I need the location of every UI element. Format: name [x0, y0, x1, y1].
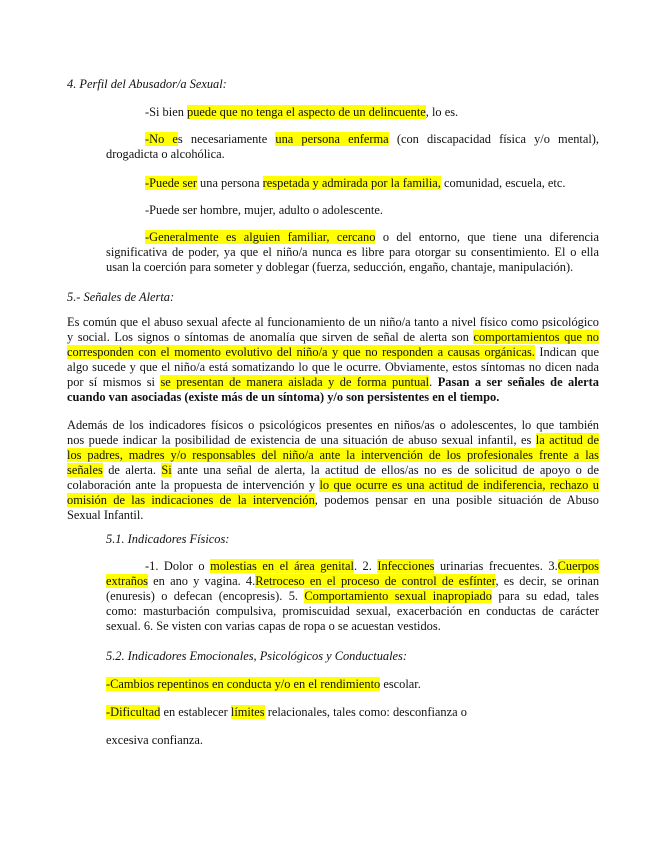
highlight: comportamientos que no: [473, 330, 599, 344]
section-5-2-item-1: -Cambios repentinos en conducta y/o en el rendimiento escolar.: [106, 677, 421, 691]
highlight: respetada y admirada por la familia,: [262, 176, 441, 190]
highlight: la actitud de: [535, 433, 599, 447]
highlight: Comportamiento sexual inapropiado: [304, 589, 492, 603]
highlight: puede que no tenga el aspecto de un delincuente: [187, 105, 426, 119]
highlight: molestias en el área genital: [210, 559, 354, 573]
highlight: Infecciones: [377, 559, 435, 573]
section-4-item-1: -Si bien puede que no tenga el aspecto de un delincuente, lo es.: [145, 105, 459, 119]
highlight: corresponden con el momento evolutivo del niño/a y que no responden a causas orgánicas.: [67, 345, 535, 359]
section-5-paragraph-2: Además de los indicadores físicos o psicológicos presentes en niños/as o adolescentes, lo que también nos puede indicar la posibilidad de existencia de una situación de abuso sexual infantil, es la actitud de los padres, madres y/o responsables del niño/a ante la intervención de los profesionales frente a las señales de alerta. Si ante una señal de alerta, la actitud de ellos/as no es de solicitud de apoyo o de colaboración ante la propuesta de intervención y lo que ocurre es una actitud de indiferencia, rechazo u omisión de las indicaciones de la intervención, podemos pensar en una posible situación de Abuso Sexual Infantil.: [67, 418, 599, 522]
highlight: lo que ocurre es una actitud de indiferencia, rechazo u: [319, 478, 599, 492]
highlight: extraños: [106, 574, 148, 588]
highlight: -Puede ser: [145, 176, 197, 190]
highlight: se presentan de manera aislada y de forma puntual: [160, 375, 430, 389]
section-5-2-heading: 5.2. Indicadores Emocionales, Psicológicos y Conductuales:: [106, 649, 407, 663]
section-5-1-heading: 5.1. Indicadores Físicos:: [106, 532, 230, 546]
highlight: -Dificultad: [106, 705, 161, 719]
highlight: -No e: [145, 132, 178, 146]
highlight: Cuerpos: [557, 559, 599, 573]
section-5-2-item-2: -Dificultad en establecer límites relacionales, tales como: desconfianza o: [106, 705, 467, 719]
section-5-2-item-3: excesiva confianza.: [106, 733, 204, 747]
section-5-paragraph-1: Es común que el abuso sexual afecte al funcionamiento de un niño/a tanto a nivel físico como psicológico y social. Los signos o síntomas de anomalía que sirven de señal de alerta son comportamientos que no corresponden con el momento evolutivo del niño/a y que no responden a causas orgánicas. Indican que algo sucede y que el niño/a está somatizando lo que le ocurre. Obviamente, estos síntomas no dicen nada por sí mismos si se presentan de manera aislada y de forma puntual. Pasan a ser señales de alerta cuando van asociadas (existe más de un síntoma) y/o son persistentes en el tiempo.: [67, 315, 599, 404]
highlight: Si: [161, 463, 172, 477]
section-4-item-4: -Puede ser hombre, mujer, adulto o adolescente.: [145, 203, 383, 217]
highlight: los padres, madres y/o responsables del niño/a ante la intervención de los profesionales frente a las: [67, 448, 599, 462]
section-4-item-2: -No es necesariamente una persona enferma (con discapacidad física y/o mental), drogadicta o alcohólica.: [106, 132, 599, 161]
highlight: señales: [67, 463, 103, 477]
highlight: -Cambios repentinos en conducta y/o en el rendimiento: [106, 677, 381, 691]
highlight: una persona enferma: [275, 132, 389, 146]
section-4-item-5: -Generalmente es alguien familiar, cercano o del entorno, que tiene una diferencia significativa de poder, ya que el niño/a nunca es libre para otorgar su consentimiento. El o ella usan la coerción para someter y doblegar (fuerza, seducción, engaño, chantaje, manipulación).: [106, 230, 599, 274]
highlight: -Generalmente es alguien familiar, cercano: [145, 230, 376, 244]
highlight: límites: [230, 705, 265, 719]
section-5-heading: 5.- Señales de Alerta:: [67, 290, 175, 304]
highlight: Retroceso en el proceso de control de esfínter: [255, 574, 496, 588]
section-5-1-paragraph: -1. Dolor o molestias en el área genital. 2. Infecciones urinarias frecuentes. 3.Cuerpos extraños en ano y vagina. 4.Retroceso en el proceso de control de esfínter, es decir, se orinan (enuresis) o defecan (encopresis). 5. Comportamiento sexual inapropiado para su edad, tales como: masturbación compulsiva, promiscuidad sexual, exacerbación en conductas de carácter sexual. 6. Se visten con varias capas de ropa o se acuestan vestidos.: [106, 559, 600, 633]
highlight: omisión de las indicaciones de la intervención: [67, 493, 315, 507]
section-4-item-3: -Puede ser una persona respetada y admirada por la familia, comunidad, escuela, etc.: [145, 176, 566, 190]
section-4-heading: 4. Perfil del Abusador/a Sexual:: [67, 77, 227, 91]
